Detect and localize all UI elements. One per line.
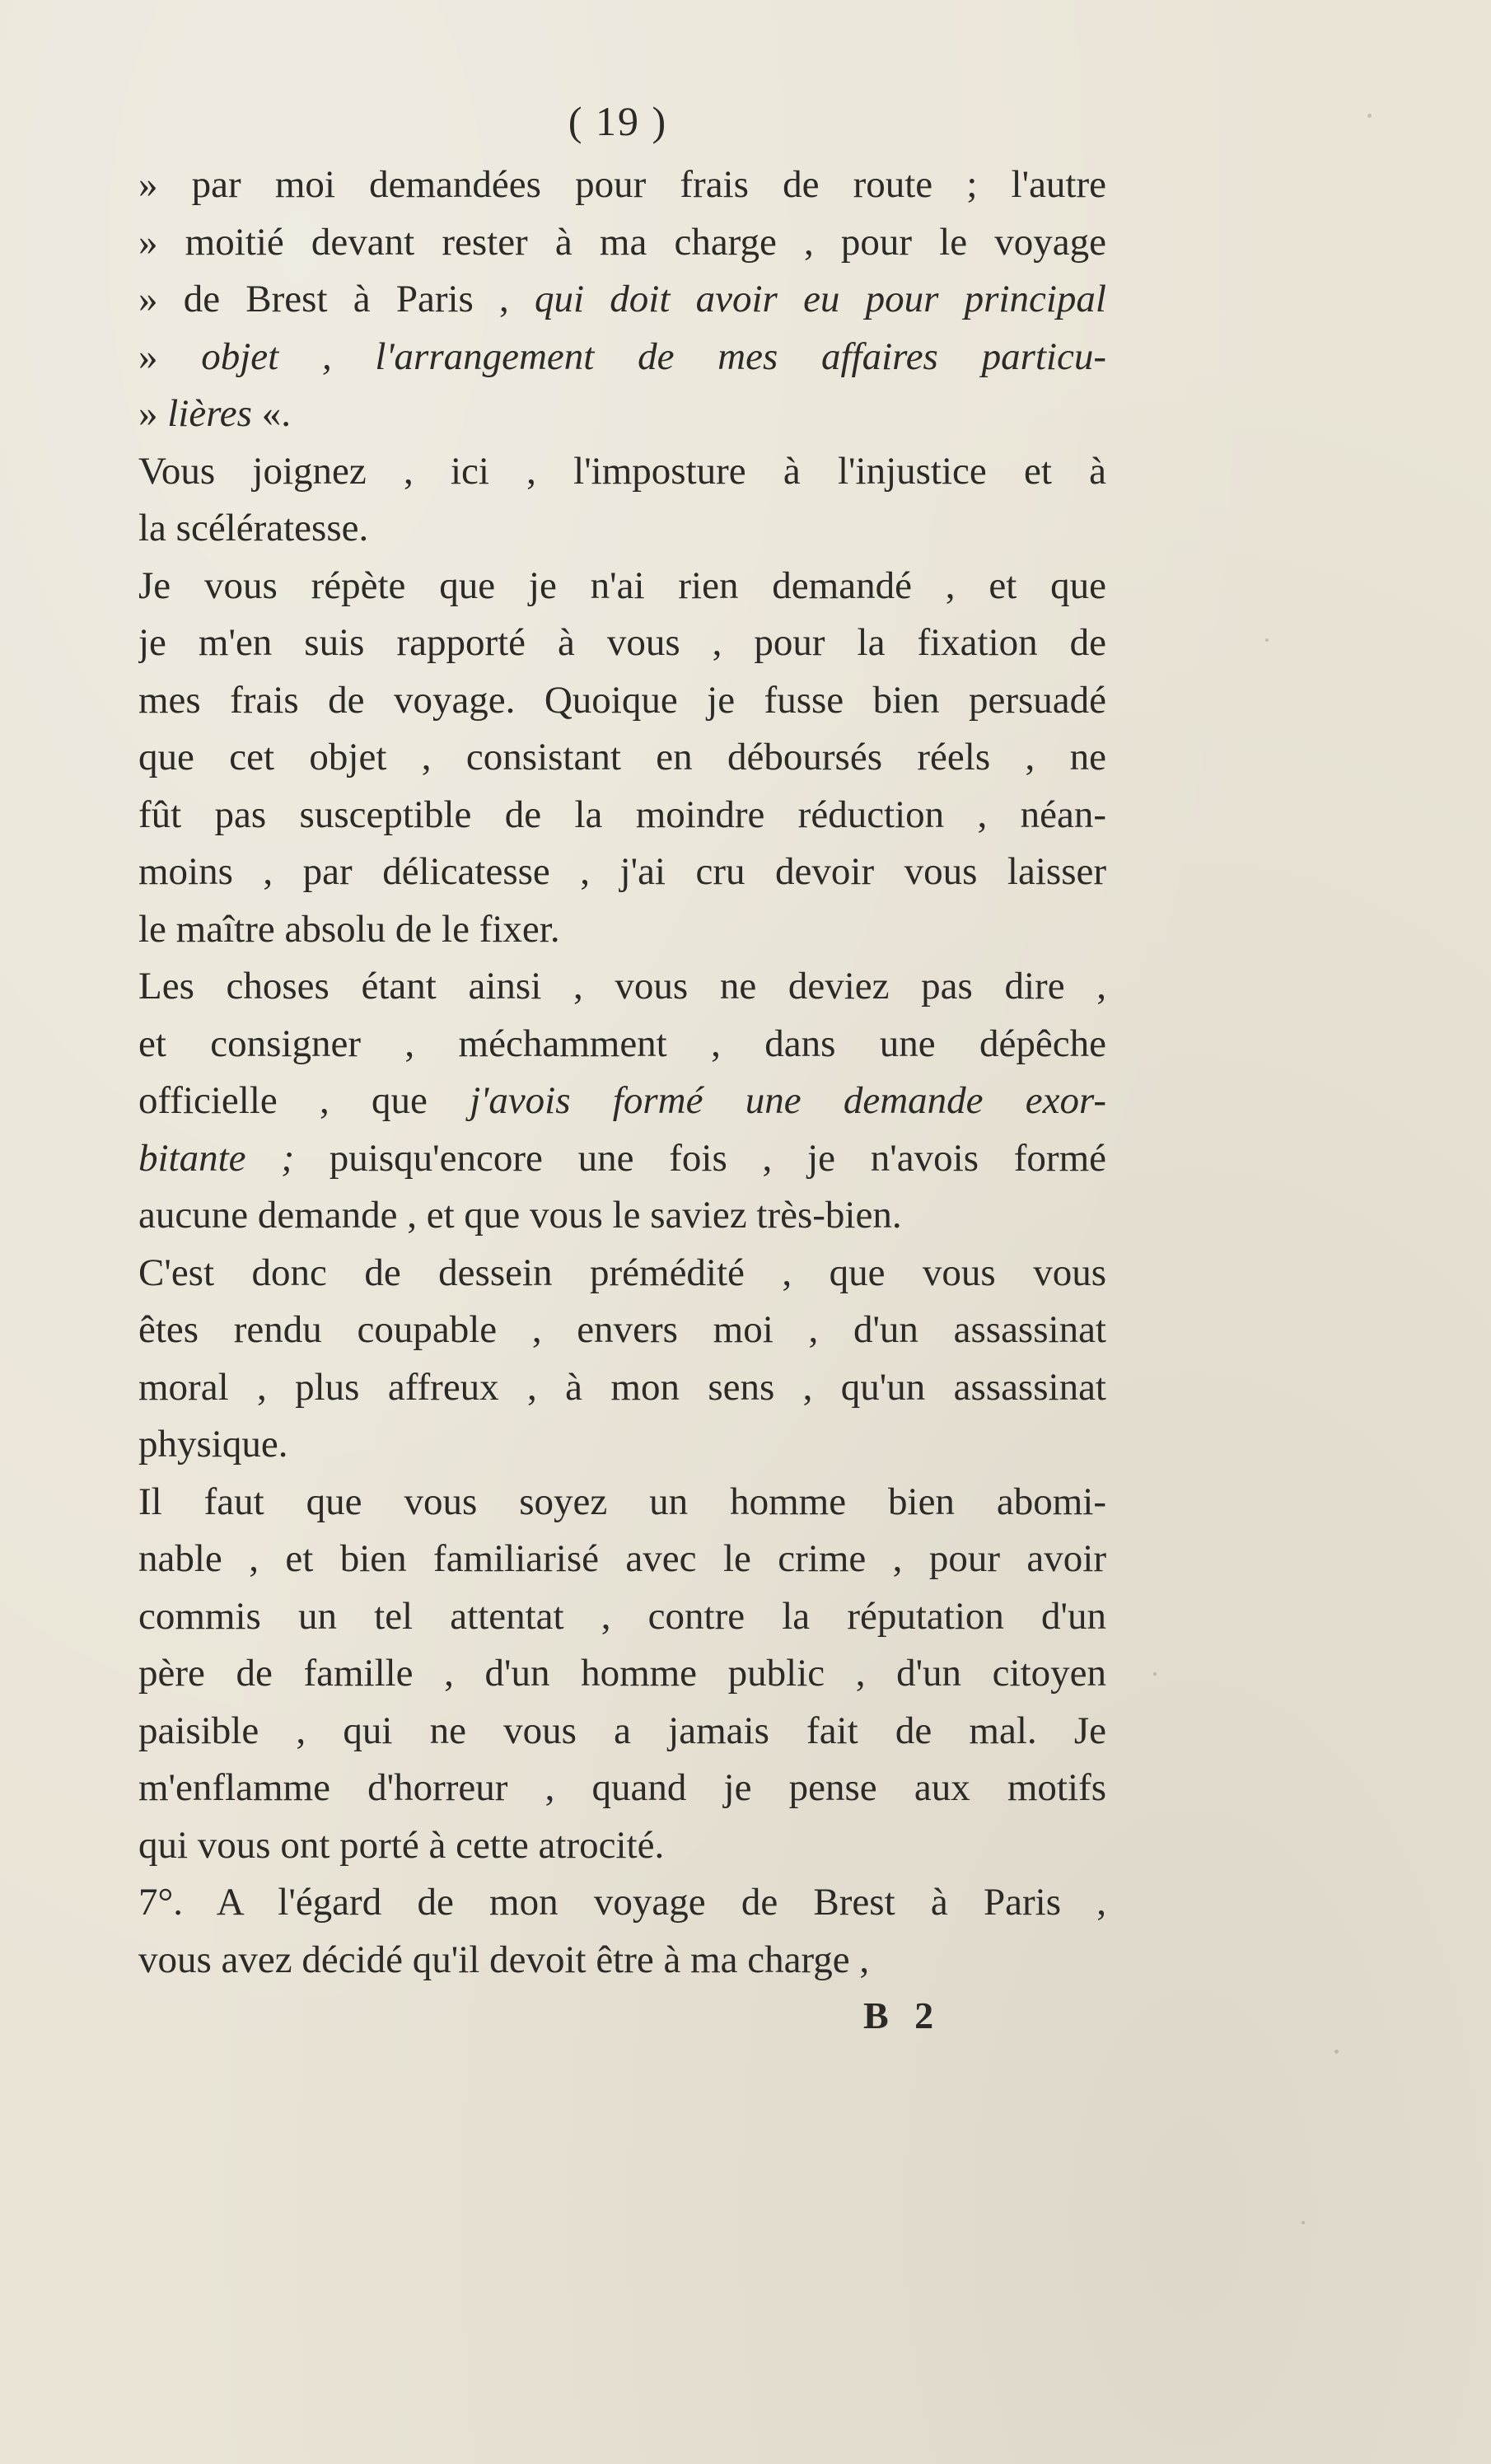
text-run: » par moi demandées pour frais de route ; l'autre bbox=[138, 163, 1106, 206]
text-line bbox=[138, 958, 1106, 1016]
text-run: 7°. A l'égard de mon voyage de Brest à Paris , bbox=[138, 1881, 1106, 1924]
text-run: Vous joignez , ici , l'imposture à l'injustice et à bbox=[138, 449, 1106, 493]
text-run: le maître absolu de le fixer. bbox=[138, 907, 560, 951]
text-line bbox=[138, 1645, 1106, 1703]
text-line bbox=[138, 1245, 1106, 1302]
italic-text: lières bbox=[167, 392, 252, 435]
text-line bbox=[138, 1874, 1106, 1932]
page-number: ( 19 ) bbox=[568, 98, 668, 144]
text-run: la scélératesse. bbox=[138, 507, 369, 549]
text-run: je m'en suis rapporté à vous , pour la fixation de bbox=[138, 621, 1106, 664]
text-run: » bbox=[138, 392, 168, 435]
text-run: fût pas susceptible de la moindre réduction , néan- bbox=[138, 793, 1106, 836]
text-run: puisqu'encore une fois , je n'avois formé bbox=[293, 1136, 1106, 1180]
text-line bbox=[138, 157, 1106, 214]
text-run: que cet objet , consistant en déboursés réels , ne bbox=[138, 736, 1106, 778]
text-run: Il faut que vous soyez un homme bien abomi- bbox=[138, 1480, 1106, 1523]
text-run: C'est donc de dessein prémédité , que vous vous bbox=[138, 1251, 1106, 1294]
text-run: Les choses étant ainsi , vous ne deviez pas dire , bbox=[138, 965, 1106, 1008]
text-line bbox=[138, 729, 1106, 787]
text-line bbox=[138, 1932, 1106, 1989]
italic-text: qui doit avoir eu pour principal bbox=[535, 278, 1106, 320]
italic-text: objet , l'arrangement de mes affaires particu- bbox=[201, 334, 1106, 378]
text-run: êtes rendu coupable , envers moi , d'un assassinat bbox=[138, 1308, 1106, 1351]
text-run: officielle , que bbox=[138, 1079, 470, 1122]
text-line bbox=[138, 672, 1106, 730]
text-line bbox=[138, 1016, 1106, 1073]
text-run: paisible , qui ne vous a jamais fait de mal. Je bbox=[138, 1709, 1106, 1752]
text-line bbox=[138, 214, 1106, 272]
text-run: «. bbox=[251, 392, 291, 435]
text-run: vous avez décidé qu'il devoit être à ma charge , bbox=[138, 1938, 870, 1981]
text-line bbox=[138, 844, 1106, 901]
paper-speck bbox=[1265, 638, 1269, 642]
text-run: Je vous répète que je n'ai rien demandé , et que bbox=[138, 563, 1106, 607]
paper-speck bbox=[1367, 114, 1372, 118]
paper-speck bbox=[1302, 2221, 1305, 2224]
text-run: père de famille , d'un homme public , d'un citoyen bbox=[138, 1652, 1106, 1695]
text-run: » bbox=[138, 334, 202, 378]
text-run: et consigner , méchamment , dans une dépêche bbox=[138, 1022, 1106, 1065]
text-line bbox=[138, 615, 1106, 672]
text-line bbox=[138, 1531, 1106, 1588]
signature-mark: B 2 bbox=[863, 1994, 942, 2036]
text-run: moins , par délicatesse , j'ai cru devoir vous laisser bbox=[138, 850, 1106, 893]
body-text bbox=[138, 157, 1106, 1989]
text-line bbox=[138, 1817, 1106, 1875]
text-run: mes frais de voyage. Quoique je fusse bien persuadé bbox=[138, 678, 1106, 722]
text-line bbox=[138, 1416, 1106, 1474]
text-line bbox=[138, 1588, 1106, 1646]
text-run: physique. bbox=[138, 1423, 288, 1466]
text-line bbox=[138, 1130, 1106, 1188]
text-run: qui vous ont porté à cette atrocité. bbox=[138, 1823, 665, 1867]
text-run: moral , plus affreux , à mon sens , qu'un assassinat bbox=[138, 1365, 1106, 1409]
text-line bbox=[138, 901, 1106, 959]
text-line bbox=[138, 500, 1106, 558]
text-line bbox=[138, 271, 1106, 329]
paper-speck bbox=[1334, 2050, 1339, 2054]
text-line bbox=[138, 1187, 1106, 1245]
text-line bbox=[138, 1474, 1106, 1531]
text-line bbox=[138, 443, 1106, 501]
text-run: aucune demande , et que vous le saviez très-bien. bbox=[138, 1194, 902, 1237]
text-run: » moitié devant rester à ma charge , pour le voyage bbox=[138, 220, 1106, 264]
text-run: m'enflamme d'horreur , quand je pense aux motifs bbox=[138, 1766, 1106, 1809]
text-line bbox=[138, 329, 1106, 386]
text-run: commis un tel attentat , contre la réputation d'un bbox=[138, 1594, 1106, 1638]
text-line bbox=[138, 787, 1106, 844]
text-run: » de Brest à Paris , bbox=[138, 278, 535, 320]
italic-text: j'avois formé une demande exor- bbox=[470, 1079, 1106, 1122]
italic-text: bitante ; bbox=[138, 1136, 294, 1180]
text-run: nable , et bien familiarisé avec le crime , pour avoir bbox=[138, 1537, 1106, 1580]
text-line bbox=[138, 1359, 1106, 1417]
text-line bbox=[138, 1073, 1106, 1130]
text-line bbox=[138, 386, 1106, 443]
paper-speck bbox=[1153, 1672, 1157, 1676]
text-line bbox=[138, 558, 1106, 615]
text-line bbox=[138, 1703, 1106, 1760]
text-line bbox=[138, 1760, 1106, 1817]
text-line bbox=[138, 1302, 1106, 1359]
